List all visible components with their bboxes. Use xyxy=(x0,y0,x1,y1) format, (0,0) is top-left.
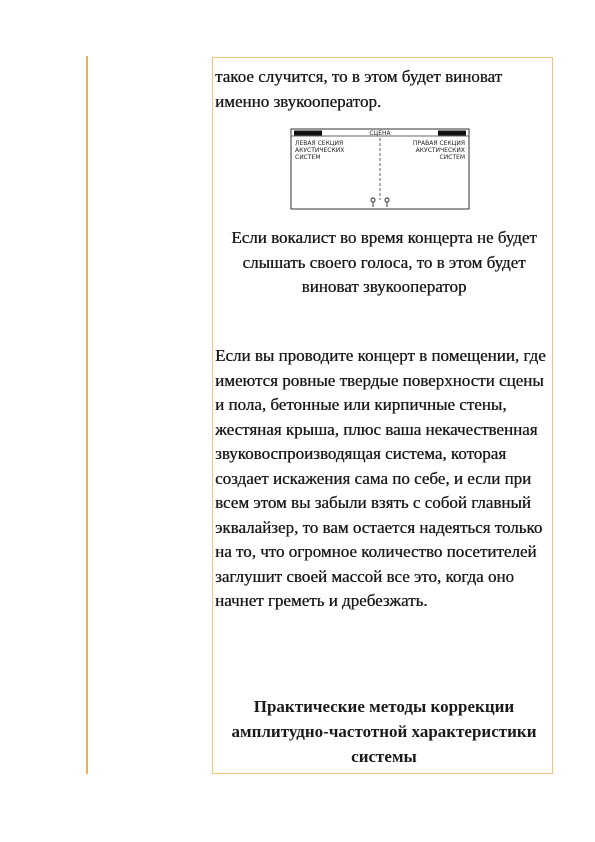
paragraph-intro: такое случится, то в этом будет виноват именно звукооператор. xyxy=(215,67,503,111)
speaker-block-left-icon xyxy=(294,131,322,136)
left-section-label-3: СИСТЕМ xyxy=(295,154,321,161)
stage-diagram-svg xyxy=(290,128,470,210)
paragraph-main: Если вы проводите концерт в помещении, где имеются ровные твердые поверхности сцены и пола, бетонные или кирпичные стены, жестяная крыша, плюс ваша некачественная звуковоспроизводящая система, которая создает искажения сама по себе, и если при всем этом вы забыли взять с собой главный эквалайзер, то вам остается надеяться только на то, что огромное количество посетителей заглушит своей массой все это, когда оно начнет греметь и дребезжать. xyxy=(215,346,546,610)
speaker-block-right-icon xyxy=(438,131,466,136)
left-section-label-2: АКУСТИЧЕСКИХ xyxy=(295,147,345,154)
right-section-label-1: ПРАВАЯ СЕКЦИЯ xyxy=(412,140,465,147)
right-section-label-3: СИСТЕМ xyxy=(439,154,465,161)
section-heading: Практические методы коррекции амплитудно-частотной характеристики системы xyxy=(231,697,537,766)
stage-label: СЦЕНА xyxy=(369,130,391,137)
stage-diagram xyxy=(290,128,470,210)
figure-caption: Если вокалист во время концерта не будет слышать своего голоса, то в этом будет виноват звукооператор xyxy=(231,228,537,296)
left-margin-rule xyxy=(86,56,88,774)
right-section-label-2: АКУСТИЧЕСКИХ xyxy=(415,147,465,154)
left-section-label-1: ЛЕВАЯ СЕКЦИЯ xyxy=(295,140,344,147)
